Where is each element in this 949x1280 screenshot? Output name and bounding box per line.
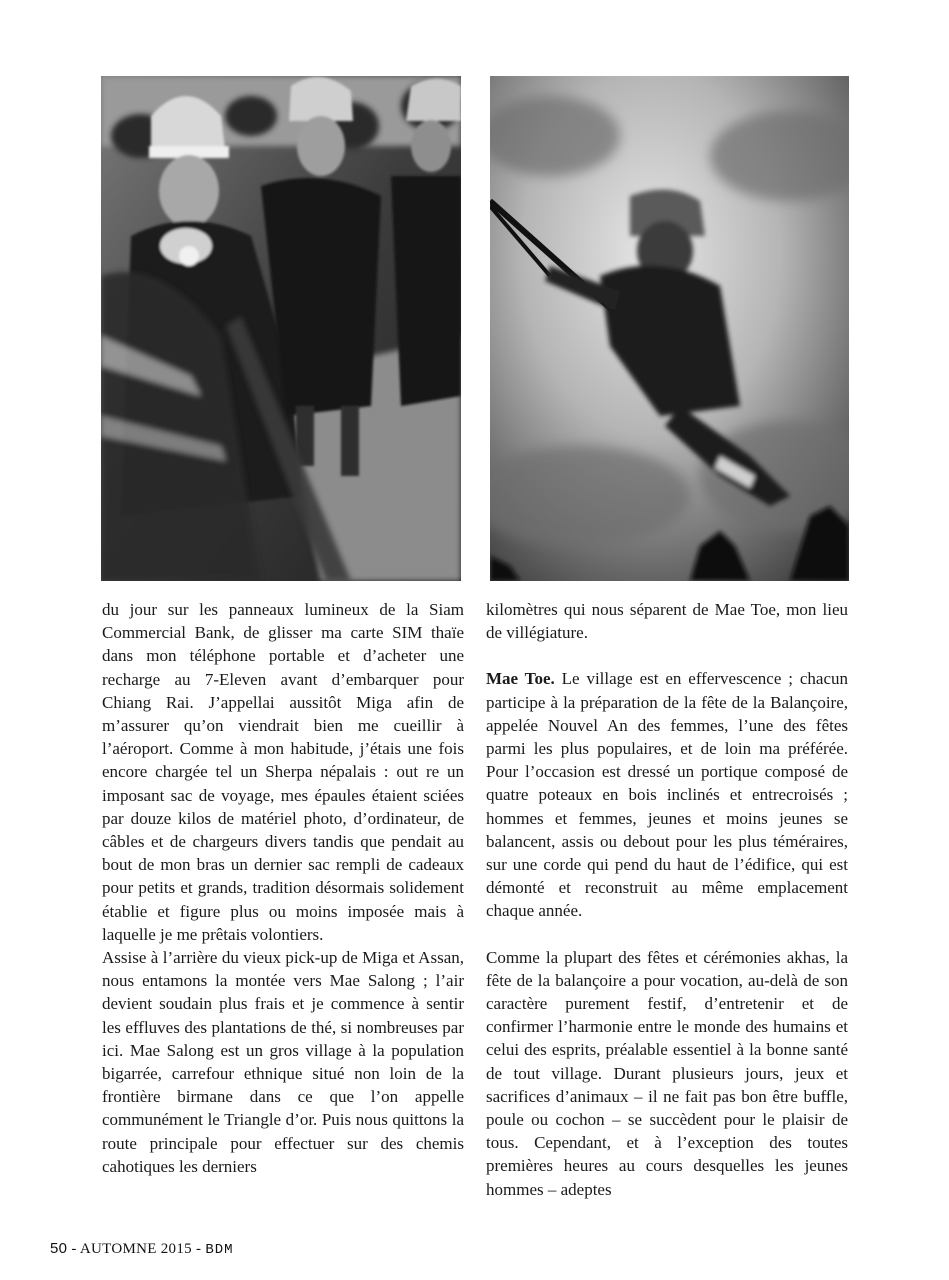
paragraph-festival: Comme la plupart des fêtes et cérémonies akhas, la fête de la balançoire a pour vocation, au-delà de son caractère purement festif, d’entretenir et de confirmer l’harmonie entre le monde des humains et celui des esprits, préalable essentiel à la bonne santé de tout village. Durant plusieurs jours, jeux et sacrifices d’animaux – il ne fait pas bon être buffle, poule ou cochon – se succèdent pour le plaisir de tous. Cependant, et à l’exception des toutes premières heures au cours desquelles les jeunes hommes – adeptes [486, 947, 848, 1199]
magazine-name: BDM [205, 1242, 234, 1258]
festival-women-image [101, 76, 461, 581]
paragraph-mae-toe [486, 667, 848, 922]
swing-woman-image [490, 76, 849, 581]
paragraph-mae-salong: Assise à l’arrière du vieux pick-up de Miga et Assan, nous entamons la montée vers Mae Salong ; l’air devient soudain plus frais et je commence à sentir les effluves des plantations de thé, si nombreuses par ici. Mae Salong est un gros village à la population bigarrée, carrefour ethnique situé non loin de la frontière birmane dans ce que l’on appelle communément le Triangle d’or. Puis nous quittons la route principale pour effectuer sur des chemis cahotiques les derniers [102, 948, 464, 1176]
photo-swing-woman [490, 76, 849, 581]
paragraph-lead: Mae Toe. [486, 669, 555, 689]
paragraph-arrival: du jour sur les panneaux lumineux de la Siam Commercial Bank, de glisser ma carte SIM thaïe dans mon téléphone portable et d’acheter une recharge au 7-Eleven avant d’embarquer pour Chiang Rai. J’appellai aussitôt Miga afin de m’assurer qu’on viendrait bien me cueillir à l’aéroport. Comme à mon habitude, j’étais une fois encore chargée tel un Sherpa népalais : out re un imposant sac de voyage, mes épaules étaient sciées par douze kilos de matériel photo, d’ordinateur, de câbles et de chargeurs divers tandis que pendait au bout de mon bras un dernier sac rempli de cadeaux pour petits et grands, tradition désormais solidement établie et figure plus ou moins imposée mais à laquelle je me prêtais volontiers. [102, 600, 464, 944]
paragraph-continuation: kilomètres qui nous séparent de Mae Toe, mon lieu de villégiature. [486, 600, 848, 643]
issue-label: - AUTOMNE 2015 - [67, 1241, 206, 1257]
text-column-right [486, 598, 848, 1201]
text-column-left [102, 598, 464, 1178]
paragraph-body: Le village est en effervescence ; chacun participe à la préparation de la fête de la Balançoire, appelée Nouvel An des femmes, l’une des fêtes parmi les plus populaires, et de loin ma préférée. Pour l’occasion est dressé un portique composé de quatre poteaux en bois inclinés et entrecroisés ; hommes et femmes, jeunes et moins jeunes se balancent, assis ou debout pour les plus téméraires, sur une corde qui pend du haut de l’édifice, qui est démonté et reconstruit au même emplacement chaque année. [486, 669, 849, 921]
page-footer [50, 1240, 234, 1258]
photo-festival-women [101, 76, 461, 581]
page-number: 50 [50, 1240, 68, 1257]
